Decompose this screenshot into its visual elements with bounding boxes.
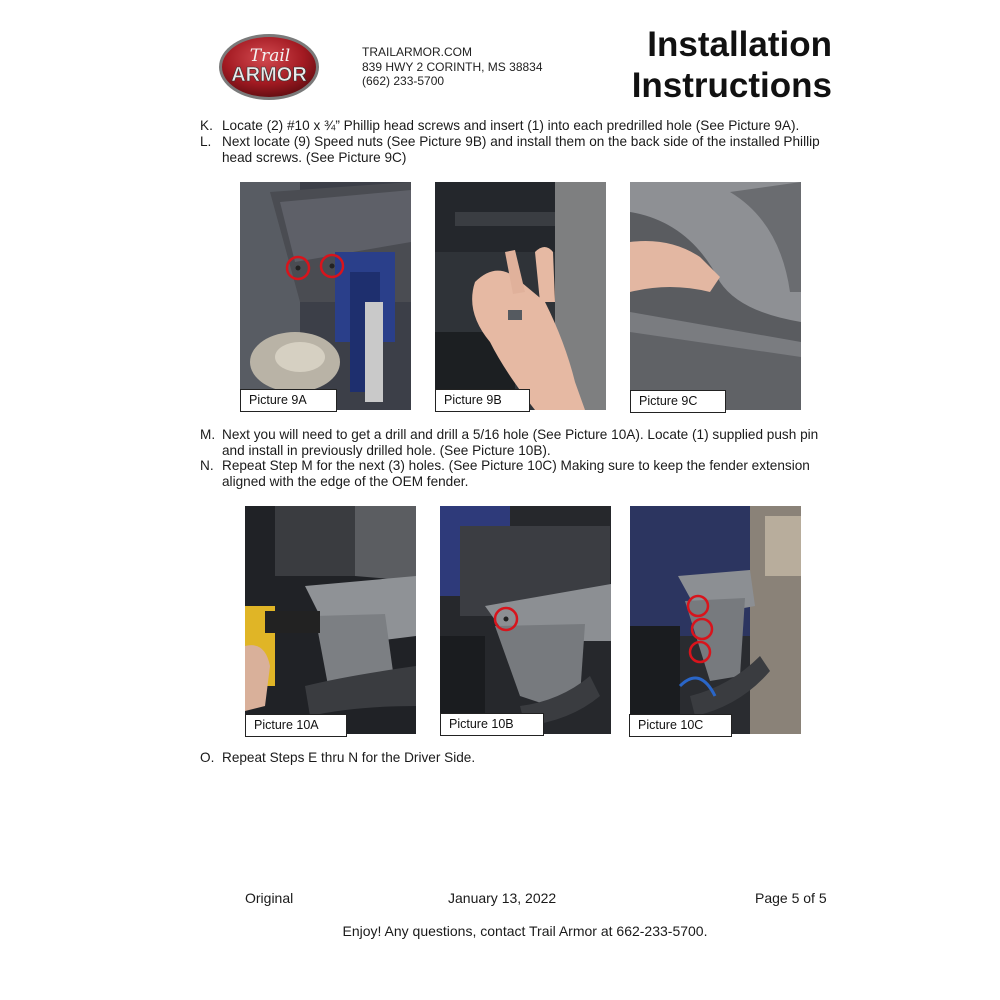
photo-9c bbox=[630, 182, 801, 410]
title-line-1: Installation bbox=[647, 25, 832, 64]
photo-10a bbox=[245, 506, 416, 734]
trail-armor-logo bbox=[218, 33, 320, 101]
caption-picture-10a: Picture 10A bbox=[245, 714, 347, 737]
footer-page-number: Page 5 of 5 bbox=[755, 890, 827, 906]
step-text: Next you will need to get a drill and drill a 5/16 hole (See Picture 10A). Locate (1) supplied push pin and install in previously drilled hole. (See Picture 10B). bbox=[222, 427, 819, 458]
page-title bbox=[600, 24, 832, 106]
footer-version: Original bbox=[245, 890, 294, 906]
step-text: Repeat Steps E thru N for the Driver Side. bbox=[222, 750, 476, 765]
step-text: Next locate (9) Speed nuts (See Picture 9B) and install them on the back side of the installed Phillip head screws. (See Picture 9C) bbox=[222, 134, 820, 165]
company-website: TRAILARMOR.COM bbox=[362, 45, 473, 59]
photo-9a bbox=[240, 182, 411, 410]
step-letter: O. bbox=[200, 750, 215, 765]
footer-date: January 13, 2022 bbox=[448, 890, 557, 906]
svg-text:Trail: Trail bbox=[249, 46, 291, 66]
step-letter: N. bbox=[200, 458, 214, 473]
step-text: Repeat Step M for the next (3) holes. (See Picture 10C) Making sure to keep the fender extension aligned with the edge of the OEM fender. bbox=[222, 458, 810, 489]
step-text: Locate (2) #10 x ¾” Phillip head screws and insert (1) into each predrilled hole (See Picture 9A). bbox=[222, 118, 800, 133]
company-address-block bbox=[362, 45, 543, 89]
step-o bbox=[200, 750, 850, 766]
photo-10b bbox=[440, 506, 611, 734]
step-k bbox=[200, 118, 850, 134]
step-m bbox=[200, 427, 850, 459]
caption-picture-10b: Picture 10B bbox=[440, 713, 544, 736]
company-address: 839 HWY 2 CORINTH, MS 38834 bbox=[362, 59, 543, 74]
step-l bbox=[200, 134, 850, 166]
company-phone: (662) 233-5700 bbox=[362, 74, 445, 88]
step-n bbox=[200, 458, 850, 490]
caption-picture-9b: Picture 9B bbox=[435, 389, 530, 412]
step-letter: K. bbox=[200, 118, 213, 133]
svg-text:ARMOR: ARMOR bbox=[231, 64, 307, 86]
step-letter: M. bbox=[200, 427, 216, 442]
footer-contact: Enjoy! Any questions, contact Trail Armor at 662-233-5700. bbox=[342, 923, 708, 939]
step-letter: L. bbox=[200, 134, 212, 149]
photo-9b bbox=[435, 182, 606, 410]
caption-picture-9c: Picture 9C bbox=[630, 390, 726, 413]
caption-picture-9a: Picture 9A bbox=[240, 389, 337, 412]
caption-picture-10c: Picture 10C bbox=[629, 714, 732, 737]
title-line-2: Instructions bbox=[631, 66, 832, 105]
photo-10c bbox=[630, 506, 801, 734]
